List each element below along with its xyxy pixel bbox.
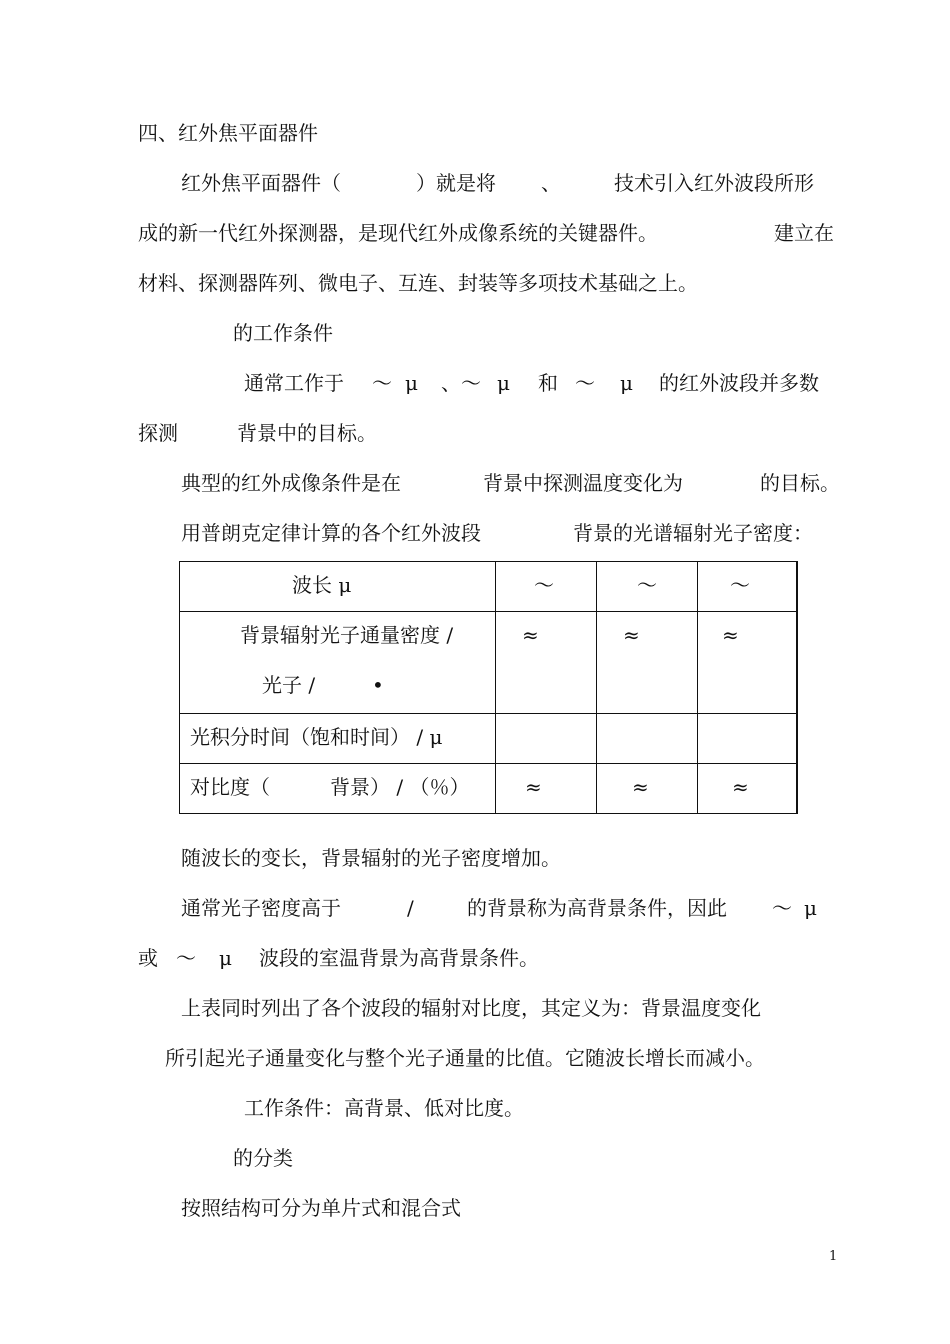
- work-sep: 、～: [441, 371, 481, 395]
- work-line2-a: 探测: [138, 421, 178, 445]
- photon-density-table: [179, 561, 798, 814]
- row3-val-2-text: ≈: [632, 775, 649, 799]
- after-p5: 工作条件：高背景、低对比度。: [244, 1096, 524, 1120]
- row2-label-cell: [180, 714, 496, 764]
- after-p2-unit: μ: [804, 896, 817, 920]
- row1-val-2: [597, 612, 698, 714]
- section2-title: 的分类: [233, 1146, 293, 1170]
- row3-label-b: 背景） / （％）: [330, 775, 470, 799]
- work-tilde3: ～: [575, 371, 595, 395]
- row1-label-line2-b: •: [372, 673, 384, 697]
- page-number: 1: [829, 1249, 838, 1264]
- intro-line1-d: 技术引入红外波段所形: [614, 171, 814, 195]
- work-and: 和: [538, 371, 558, 395]
- work-line1-a: 通常工作于: [244, 371, 344, 395]
- work-unit1: μ: [405, 371, 418, 395]
- row1-val-1-text: ≈: [522, 623, 539, 647]
- row1-label-line1: 背景辐射光子通量密度 /: [240, 623, 454, 647]
- row3-label-a: 对比度（: [190, 775, 270, 799]
- intro-line1-a: 红外焦平面器件（: [181, 171, 341, 195]
- row2-val-1: [496, 714, 597, 764]
- intro-line2-b: 建立在: [774, 221, 834, 245]
- header-label-cell: [180, 562, 496, 612]
- intro-line1-b: ）就是将: [416, 171, 496, 195]
- intro-line2-a: 成的新一代红外探测器，是现代红外成像系统的关键器件。: [138, 221, 658, 245]
- row3-val-3-text: ≈: [732, 775, 749, 799]
- after-p3-tilde: ～: [176, 946, 196, 970]
- after-p2-tilde: ～: [772, 896, 792, 920]
- after-p3-a: 或: [138, 946, 158, 970]
- after-p4-line2: 所引起光子通量变化与整个光子通量的比值。它随波长增长而减小。: [165, 1046, 765, 1070]
- row3-val-1: [496, 764, 597, 814]
- work-unit3: μ: [620, 371, 633, 395]
- typical-a: 典型的红外成像条件是在: [181, 471, 401, 495]
- planck-a: 用普朗克定律计算的各个红外波段: [181, 521, 481, 545]
- planck-b: 背景的光谱辐射光子密度：: [573, 521, 813, 545]
- row1-label-cell: [180, 612, 496, 714]
- row1-val-2-text: ≈: [623, 623, 640, 647]
- intro-line1-c: 、: [541, 171, 561, 195]
- row2-val-2: [597, 714, 698, 764]
- header-col-1: [496, 562, 597, 612]
- header-col-3: [698, 562, 798, 612]
- header-label: 波长 μ: [292, 573, 352, 597]
- after-p2-b: 的背景称为高背景条件，因此: [467, 896, 727, 920]
- row1-val-3-text: ≈: [722, 623, 739, 647]
- typical-c: 的目标。: [760, 471, 840, 495]
- row1-val-3: [698, 612, 798, 714]
- row1-label-line2-a: 光子 /: [262, 673, 316, 697]
- header-col-2: [597, 562, 698, 612]
- row3-val-3: [698, 764, 798, 814]
- row1-val-1: [496, 612, 597, 714]
- after-p4-line1: 上表同时列出了各个波段的辐射对比度，其定义为：背景温度变化: [181, 996, 761, 1020]
- intro-line3: 材料、探测器阵列、微电子、互连、封装等多项技术基础之上。: [138, 271, 698, 295]
- after-p1: 随波长的变长，背景辐射的光子密度增加。: [181, 846, 561, 870]
- after-p3-b: 波段的室温背景为高背景条件。: [259, 946, 539, 970]
- table-right-double-border: [796, 561, 797, 813]
- header-col-1-text: ～: [534, 573, 554, 597]
- work-line2-b: 背景中的目标。: [237, 421, 377, 445]
- header-col-2-text: ～: [637, 573, 657, 597]
- after-p2-slash: /: [407, 896, 414, 920]
- classify-line: 按照结构可分为单片式和混合式: [181, 1196, 461, 1220]
- after-p3-unit: μ: [219, 946, 232, 970]
- row2-label: 光积分时间（饱和时间） / μ: [190, 725, 443, 749]
- typical-b: 背景中探测温度变化为: [483, 471, 683, 495]
- header-col-3-text: ～: [730, 573, 750, 597]
- work-unit2: μ: [497, 371, 510, 395]
- row3-val-2: [597, 764, 698, 814]
- row3-val-1-text: ≈: [525, 775, 542, 799]
- after-p2-a: 通常光子密度高于: [181, 896, 341, 920]
- row3-label-cell: [180, 764, 496, 814]
- row2-val-3: [698, 714, 798, 764]
- work-line1-end: 的红外波段并多数: [659, 371, 819, 395]
- section-heading: 四、红外焦平面器件: [138, 121, 318, 145]
- section1-title: 的工作条件: [233, 321, 333, 345]
- work-tilde1: ～: [372, 371, 392, 395]
